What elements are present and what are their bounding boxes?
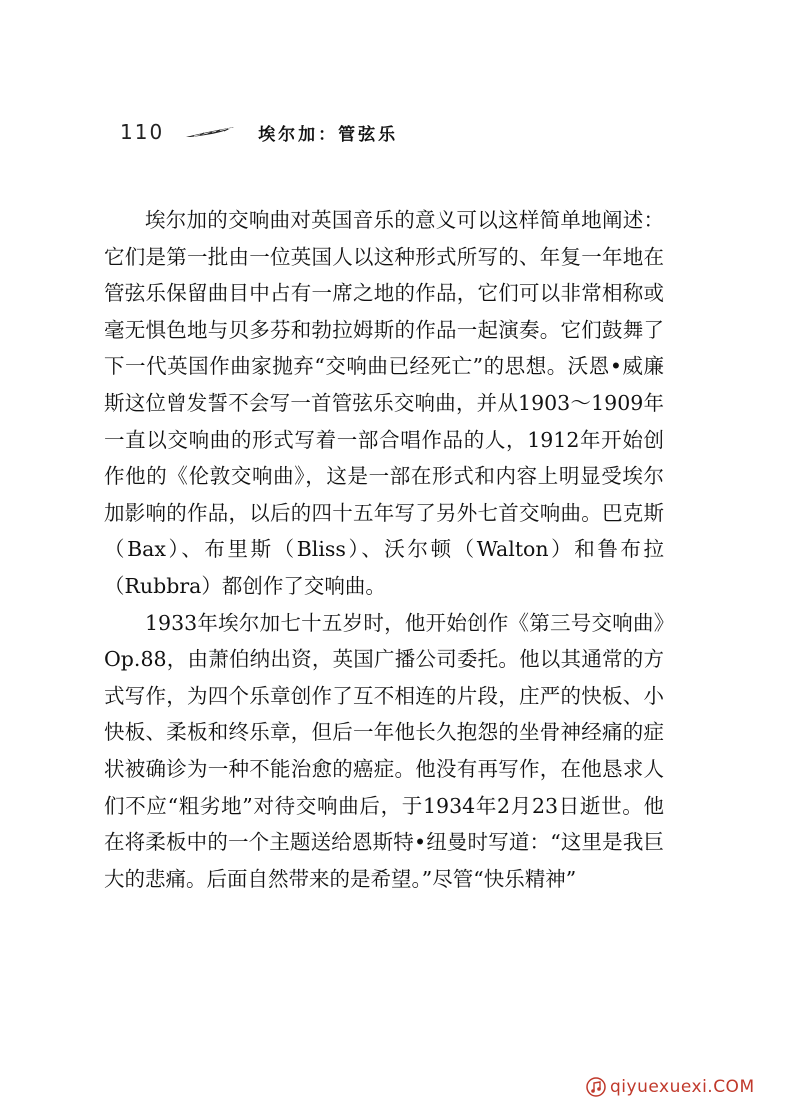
- running-head: [120, 118, 398, 146]
- music-note-icon: [586, 1077, 606, 1097]
- watermark-text: qiyuexuexi.COM: [610, 1077, 755, 1097]
- site-watermark: [586, 1075, 755, 1099]
- running-title: 埃尔加：管弦乐: [258, 124, 399, 145]
- paragraph-2: 1933年埃尔加七十五岁时，他开始创作《第三号交响曲》Op.88，由萧伯纳出资，英国广播公司委托。他以其通常的方式写作，为四个乐章创作了互不相连的片段，庄严的快板、小快板、柔板和终乐章，但后一年他长久抱怨的坐骨神经痛的症状被确诊为一种不能治愈的癌症。他没有再写作，在他恳求人们不应“粗劣地”对待交响曲后，于1934年2月23日逝世。他在将柔板中的一个主题送给恩斯特•纽曼时写道：“这里是我巨大的悲痛。后面自然带来的是希望。”尽管“快乐精神”: [104, 610, 664, 891]
- quill-ornament-icon: [184, 125, 236, 139]
- page-number: 110: [120, 120, 165, 144]
- paragraph-1: 埃尔加的交响曲对英国音乐的意义可以这样简单地阐述：它们是第一批由一位英国人以这种形式所写的、年复一年地在管弦乐保留曲目中占有一席之地的作品，它们可以非常相称或毫无惧色地与贝多芬和勃拉姆斯的作品一起演奏。它们鼓舞了下一代英国作曲家抛弃“交响曲已经死亡”的思想。沃恩•威廉斯这位曾发誓不会写一首管弦乐交响曲，并从1903～1909年一直以交响曲的形式写着一部合唱作品的人，1912年开始创作他的《伦敦交响曲》，这是一部在形式和内容上明显受埃尔加影响的作品，以后的四十五年写了另外七首交响曲。巴克斯（Bax）、布里斯（Bliss）、沃尔顿（Walton）和鲁布拉（Rubbra）都创作了交响曲。: [104, 208, 664, 598]
- body-text: [104, 202, 664, 897]
